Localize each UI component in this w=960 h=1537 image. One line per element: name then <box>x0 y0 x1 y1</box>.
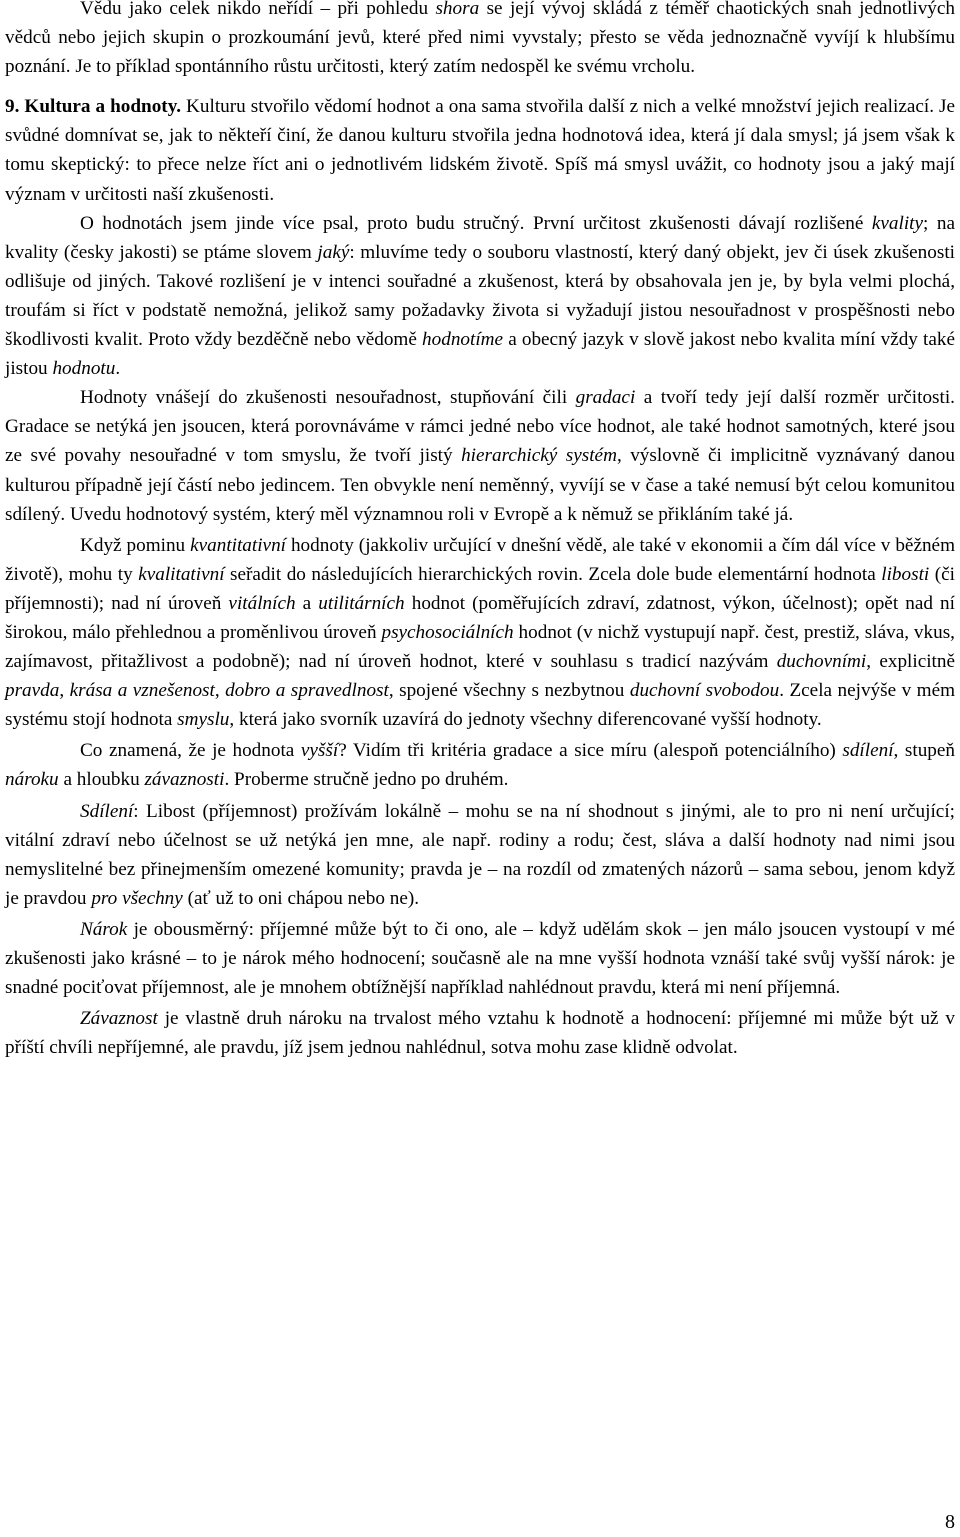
paragraph-2: 9. Kultura a hodnoty. Kulturu stvořilo vědomí hodnot a ona sama stvořila další z nich a velké množství jejich realizací. Je svůdné domnívat se, jak to někteří činí, že danou kulturu stvořila jedna hodnotová idea, která jí dala smysl; já jsem však k tomu skeptický: to přece nelze říct ani o jednotlivém lidském životě. Spíš má smysl uvážit, co hodnoty jsou a jaký mají význam v určitosti naší zkušenosti. <box>5 96 955 205</box>
paragraph-5: Když pominu kvantitativní hodnoty (jakkoliv určující v dnešní vědě, ale také v ekonomii a čím dál více v běžném životě), mohu ty kvalitativní seřadit do následujících hierarchických rovin. Zcela dole bude elementární hodnota libosti (či příjemnosti); nad ní úroveň vitálních a utilitárních hodnot (poměřujících zdraví, zdatnost, výkon, účelnost); opět nad ní širokou, málo přehlednou a proměnlivou úroveň psychosociálních hodnot (v nichž vystupují např. čest, prestiž, sláva, vkus, zajímavost, přitažlivost a podobně); nad ní úroveň hodnot, které v souhlasu s tradicí nazývám duchovními, explicitně pravda, krása a vznešenost, dobro a spravedlnost, spojené všechny s nezbytnou duchovní svobodou. Zcela nejvýše v mém systému stojí hodnota smyslu, která jako svorník uzavírá do jednoty všechny diferencované vyšší hodnoty. <box>5 534 956 731</box>
paragraph-3: O hodnotách jsem jinde více psal, proto budu stručný. První určitost zkušenosti dávají rozlišené kvality; na kvality (česky jakosti) se ptáme slovem jaký: mluvíme tedy o souboru vlastností, který daný objekt, jev či úsek zkušenosti odlišuje od jiných. Takové rozlišení je v intenci souřadné a zkušenost, která by obsahovala jen je, by byla velmi plochá, troufám si říct v podstatě nemožná, jelikož samy požadavky života si vyžadují jistou nesouřadnost v prospěšnosti nebo škodlivosti kvalit. Proto vždy bezděčně nebo vědomě hodnotíme a obecný jazyk v slově jakost nebo kvalita míní vždy také jistou hodnotu. <box>5 212 955 380</box>
paragraph-8: Nárok je obousměrný: příjemné může být to či ono, ale – když udělám skok – jen málo jsoucen vystoupí v mé zkušenosti jako krásné – to je nárok mého hodnocení; současně ale na mne vyšší hodnota vznáší také svůj vyšší nárok: je snadné pociťovat příjemnost, ale je mnohem obtížnější například nahlédnout pravdu, která mi není příjemná. <box>5 918 955 999</box>
section-title: Kultura a hodnoty. <box>24 96 182 118</box>
paragraph-1: Vědu jako celek nikdo neřídí – při pohledu shora se její vývoj skládá z téměř chaotických snah jednotlivých vědců nebo jejich skupin o prozkoumání jevů, které před nimi vyvstaly; přesto se věda jednoznačně vyvíjí k hlubšímu poznání. Je to příklad spontánního růstu určitosti, který zatím nedospěl ke svému vrcholu. <box>5 0 955 78</box>
section-number: 9. <box>5 96 20 118</box>
paragraph-9: Závaznost je vlastně druh nároku na trvalost mého vztahu k hodnotě a hodnocení: příjemné mi může být už v příští chvíli nepříjemné, ale pravdu, jíž jsem jednou nahlédnul, sotva mohu zase klidně odvolat. <box>5 1008 955 1059</box>
paragraph-7: Sdílení: Libost (příjemnost) prožívám lokálně – mohu se na ní shodnout s jinými, ale to pro ni není určující; vitální zdraví nebo účelnost se už netýká jen mne, ale např. rodiny a rodu; čest, sláva a další hodnoty nad nimi jsou nemyslitelné bez přinejmenším omezené komunity; pravda je – na rozdíl od zmatených názorů – sama sebou, jenom když je pravdou pro všechny (ať už to oni chápou nebo ne). <box>5 800 955 909</box>
document-page <box>5 0 955 1062</box>
paragraph-6: Co znamená, že je hodnota vyšší? Vidím tři kritéria gradace a sice míru (alespoň potenciálního) sdílení, stupeň nároku a hloubku závaznosti. Proberme stručně jedno po druhém. <box>5 740 956 791</box>
paragraph-4: Hodnoty vnášejí do zkušenosti nesouřadnost, stupňování čili gradaci a tvoří tedy její další rozměr určitosti. Gradace se netýká jen jsoucen, která porovnáváme v rámci jedné nebo více hodnot, ale také hodnot samotných, které jsou ze své povahy nesouřadné v tom smyslu, že tvoří jistý hierarchický systém, výslovně či implicitně vyznávaný danou kulturou případně její částí nebo jedincem. Ten obvykle není neměnný, vyvíjí se v čase a také nemusí být celou komunitou sdílený. Uvedu hodnotový systém, který měl významnou roli v Evropě a k němuž se přikláním také já. <box>5 387 955 525</box>
section-heading <box>5 96 181 117</box>
page-number: 8 <box>945 1511 955 1533</box>
